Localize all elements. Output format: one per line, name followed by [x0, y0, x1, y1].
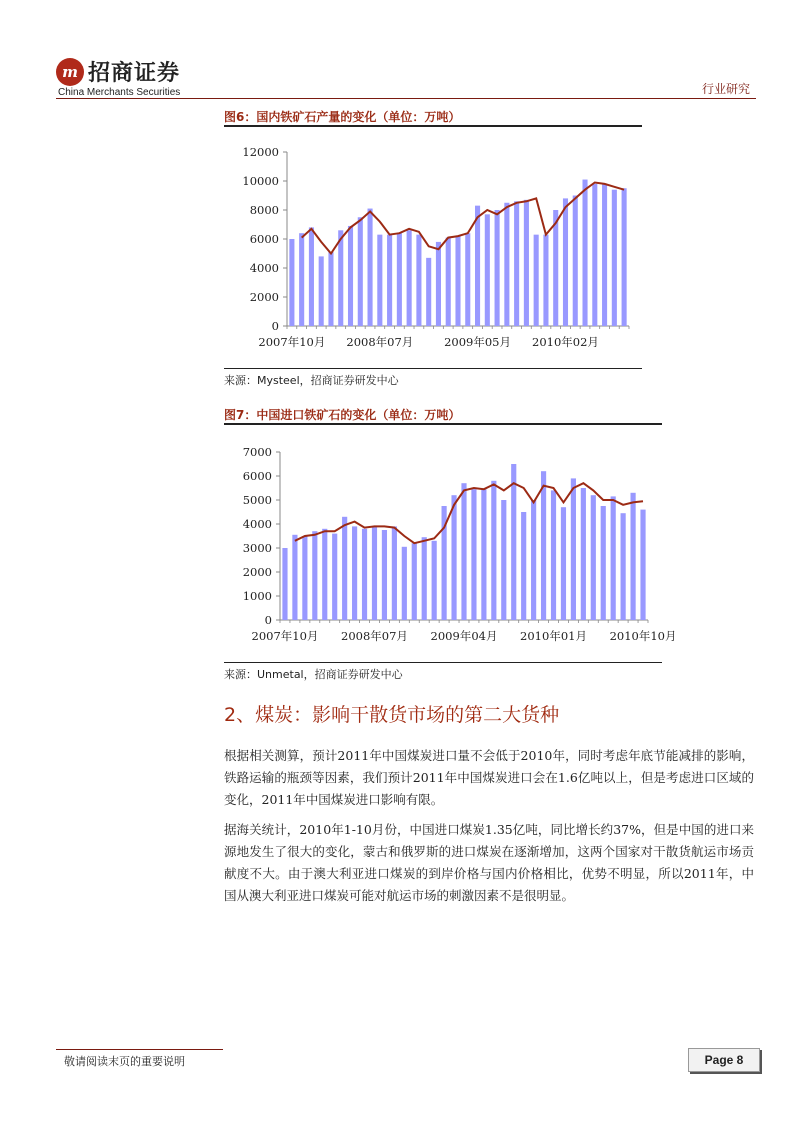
bar [541, 471, 546, 620]
y-tick-label: 8000 [249, 203, 279, 217]
section-tag: 行业研究 [701, 82, 750, 96]
bar [582, 180, 587, 326]
bar [511, 464, 516, 620]
bar [292, 535, 297, 620]
bar [342, 517, 347, 620]
y-tick-label: 4000 [249, 261, 279, 275]
bar [612, 190, 617, 326]
bar [352, 526, 357, 620]
bar [377, 235, 382, 326]
company-logo [56, 56, 196, 98]
bar [436, 242, 441, 326]
footer-divider [56, 1049, 223, 1050]
body-paragraph: 根据相关测算，预计2011年中国煤炭进口量不会低于2010年，同时考虑年底节能减排的影响，铁路运输的瓶颈等因素，我们预计2011年中国煤炭进口会在1.6亿吨以上，但是考虑进口区域的变化，2011年中国煤炭进口影响有限。 [224, 748, 754, 807]
bar [338, 230, 343, 326]
bar [581, 488, 586, 620]
y-tick-label: 3000 [242, 541, 272, 555]
bar [553, 210, 558, 326]
bar [299, 233, 304, 326]
bar [382, 530, 387, 620]
bar [602, 184, 607, 326]
bar [495, 210, 500, 326]
x-tick-label: 2009年05月 [444, 335, 511, 349]
figure6-source: 来源：Mysteel，招商证券研发中心 [224, 374, 399, 387]
x-tick-label: 2009年04月 [430, 629, 498, 643]
logo-english-name: China Merchants Securities [58, 87, 181, 98]
bar [302, 536, 307, 620]
bar [563, 198, 568, 326]
y-tick-label: 2000 [242, 565, 272, 579]
y-tick-label: 4000 [242, 517, 272, 531]
figure7-title: 图7：中国进口铁矿石的变化（单位：万吨） [224, 408, 461, 422]
bar [543, 235, 548, 326]
bar [475, 206, 480, 326]
figure6-chart [224, 134, 644, 364]
y-tick-label: 10000 [242, 174, 279, 188]
body-paragraph: 据海关统计，2010年1-10月份，中国进口煤炭1.35亿吨，同比增长约37%，但是中国的进口来源地发生了很大的变化，蒙古和俄罗斯的进口煤炭在逐渐增加，这两个国家对干散货航运市场贡献度不大。由于澳大利亚进口煤炭的到岸价格与国内价格相比，优势不明显，所以2011年，中国从澳大利亚进口煤炭可能对航运市场的刺激因素不是很明显。 [224, 822, 754, 903]
logo-chinese-name: 招商证券 [88, 61, 181, 86]
y-tick-label: 0 [271, 319, 279, 333]
bar [402, 547, 407, 620]
bar [591, 495, 596, 620]
figure7-bottom-rule [224, 662, 662, 663]
bar [426, 258, 431, 326]
bar [358, 217, 363, 326]
figure6-title: 图6：国内铁矿石产量的变化（单位：万吨） [224, 110, 461, 124]
footer-disclaimer: 敬请阅读末页的重要说明 [64, 1055, 185, 1068]
bar [485, 214, 490, 326]
bar [640, 510, 645, 620]
bar [601, 506, 606, 620]
x-tick-label: 2010年02月 [532, 335, 599, 349]
bar [387, 235, 392, 326]
bar [630, 493, 635, 620]
bar [432, 541, 437, 620]
bar [309, 227, 314, 326]
bar [491, 481, 496, 620]
bar [521, 512, 526, 620]
figure7-chart [224, 432, 677, 660]
header-divider [56, 98, 756, 99]
x-tick-label: 2008年07月 [346, 335, 414, 349]
logo-mark-icon: m [56, 58, 84, 86]
bar [534, 235, 539, 326]
bar [348, 226, 353, 326]
bar [312, 531, 317, 620]
bar [407, 230, 412, 326]
y-tick-label: 7000 [242, 445, 272, 459]
bar [332, 534, 337, 620]
y-tick-label: 5000 [242, 493, 272, 507]
bar [573, 196, 578, 327]
bar [328, 252, 333, 326]
bar [397, 233, 402, 326]
bar [416, 235, 421, 326]
x-tick-label: 2010年10月 [609, 629, 677, 643]
bar [465, 233, 470, 326]
bar [504, 203, 509, 326]
bar [461, 483, 466, 620]
x-tick-label: 2007年10月 [251, 629, 319, 643]
bar [571, 478, 576, 620]
bar [322, 529, 327, 620]
page-number-badge: Page 8 [688, 1048, 760, 1072]
y-tick-label: 6000 [242, 469, 272, 483]
bar [451, 495, 456, 620]
bar [422, 537, 427, 620]
bar [611, 496, 616, 620]
bar [289, 239, 294, 326]
figure6-bottom-rule [224, 368, 642, 369]
bar [514, 201, 519, 326]
bar [592, 184, 597, 326]
bar [622, 188, 627, 326]
y-tick-label: 2000 [249, 290, 279, 304]
figure6-title-rule [224, 125, 642, 127]
bar [481, 489, 486, 620]
bar [501, 500, 506, 620]
bar [561, 507, 566, 620]
y-tick-label: 6000 [249, 232, 279, 246]
bar [412, 543, 417, 620]
bar [531, 500, 536, 620]
bar [372, 526, 377, 620]
bar [368, 209, 373, 326]
bar [446, 238, 451, 326]
bar [524, 200, 529, 326]
figure7-source: 来源：Unmetal，招商证券研发中心 [224, 668, 403, 681]
bar [621, 513, 626, 620]
x-tick-label: 2010年01月 [520, 629, 587, 643]
bar [551, 490, 556, 620]
y-tick-label: 12000 [242, 145, 279, 159]
figure7-title-rule [224, 423, 662, 425]
x-tick-label: 2008年07月 [341, 629, 408, 643]
y-tick-label: 0 [264, 613, 272, 627]
bar [471, 489, 476, 620]
bar [319, 256, 324, 326]
bar [392, 526, 397, 620]
section-heading: 2、煤炭：影响干散货市场的第二大货种 [224, 704, 560, 726]
bar [282, 548, 287, 620]
y-tick-label: 1000 [242, 589, 272, 603]
x-tick-label: 2007年10月 [258, 335, 326, 349]
bar [455, 236, 460, 326]
bar [362, 529, 367, 620]
